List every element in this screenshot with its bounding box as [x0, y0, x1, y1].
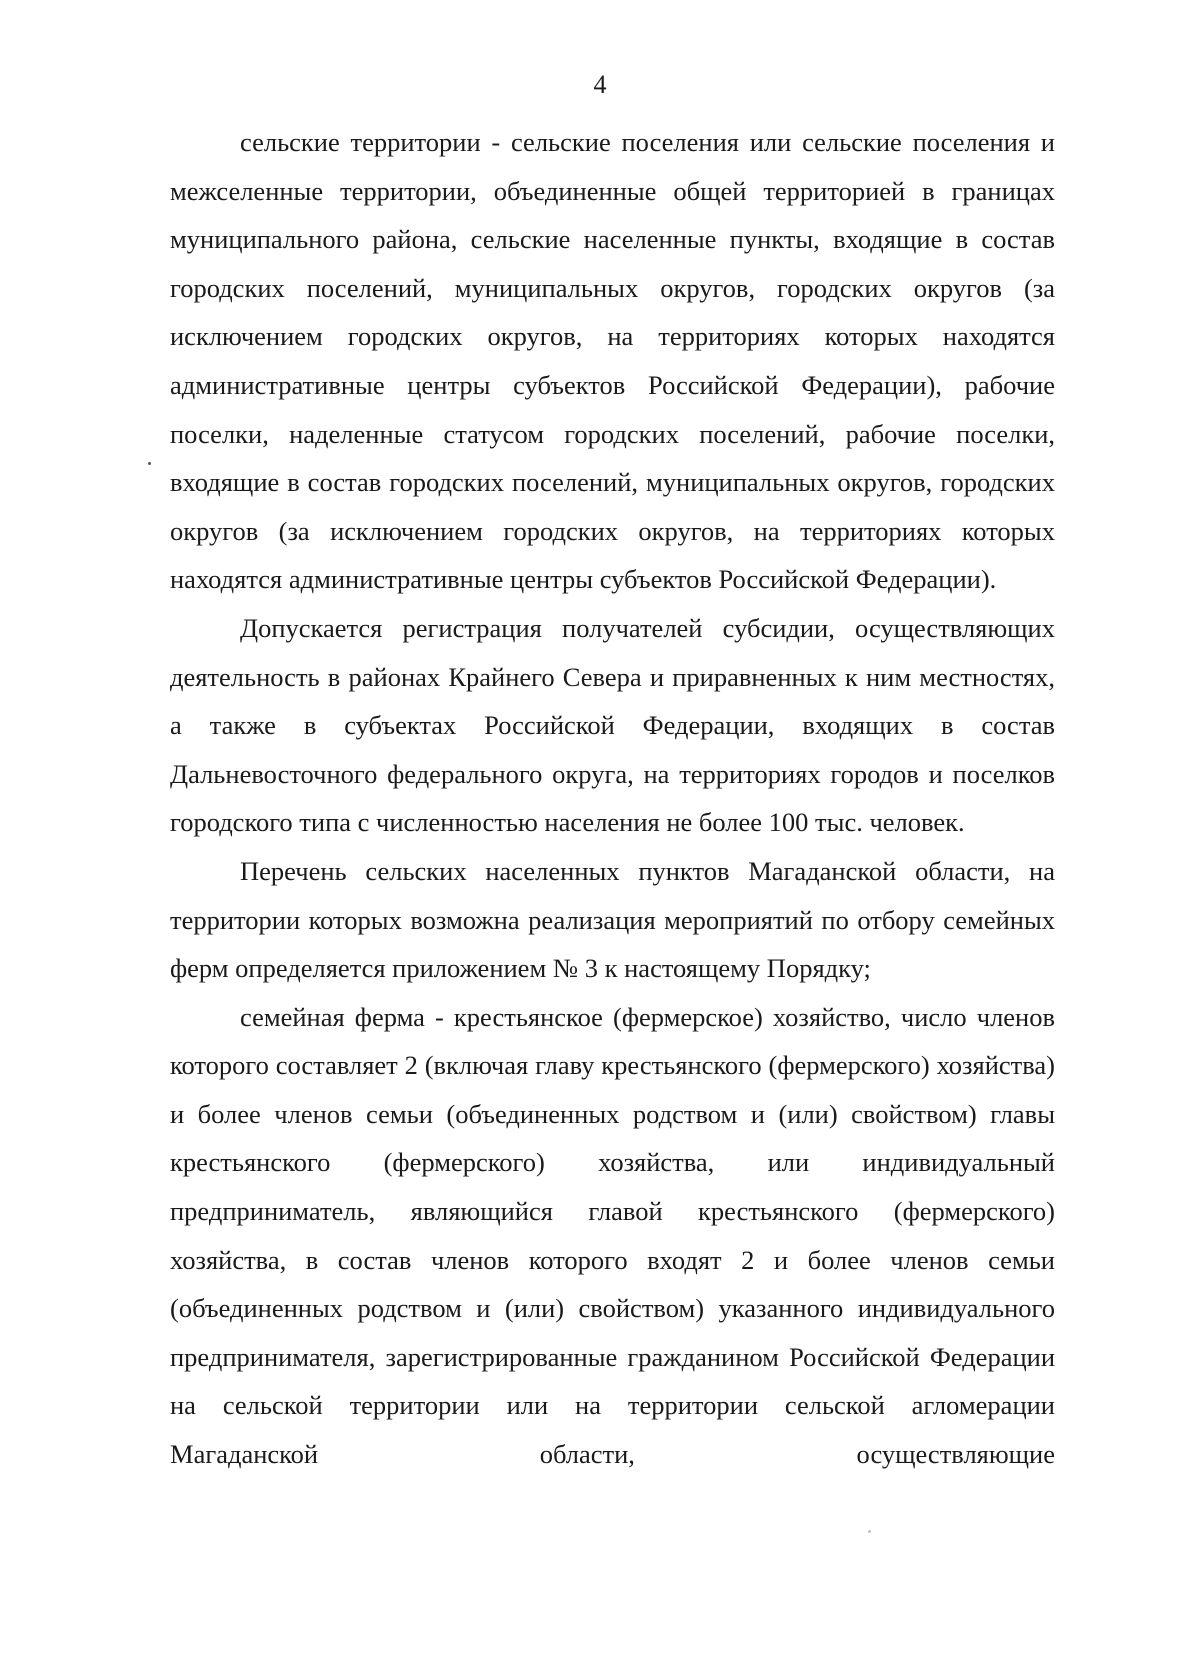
paragraph-settlements-list: Перечень сельских населенных пунктов Магаданской области, на территории которых возможна реализация мероприятий по отбору семейных ферм определяется приложением № 3 к настоящему Порядку;: [170, 855, 1055, 984]
paragraph-rural-territories-definition: сельские территории - сельские поселения или сельские поселения и межселенные территории, объединенные общей территорией в границах муниципального района, сельские населенные пункты, входящие в состав городских поселений, муниципальных округов, городских округов (за исключением городских округов, на территориях которых находятся административные центры субъектов Российской Федерации), рабочие поселки, наделенные статусом городских поселений, рабочие поселки, входящие в состав городских поселений, муниципальных округов, городских округов (за исключением городских округов, на территориях которых находятся административные центры субъектов Российской Федерации).: [170, 127, 1055, 595]
paragraph-family-farm-definition: семейная ферма - крестьянское (фермерское) хозяйство, число членов которого составляет 2 (включая главу крестьянского (фермерского) хозяйства) и более членов семьи (объединенных родством и (или) свойством) главы крестьянского (фермерского) хозяйства, или индивидуальный предприниматель, являющийся главой крестьянского (фермерского) хозяйства, в состав членов которого входят 2 и более членов семьи (объединенных родством и (или) свойством) указанного индивидуального предпринимателя, зарегистрированные гражданином Российской Федерации на сельской территории или на территории сельской агломерации Магаданской области, осуществляющие: [170, 1001, 1055, 1470]
document-body: [170, 118, 1055, 1479]
scan-speck: [868, 1530, 871, 1533]
paragraph-registration-allowed: Допускается регистрация получателей субсидии, осуществляющих деятельность в районах Крайнего Севера и приравненных к ним местностях, а также в субъектах Российской Федерации, входящих в состав Дальневосточного федерального округа, на территориях городов и поселков городского типа с численностью населения не более 100 тыс. человек.: [170, 612, 1055, 838]
page-number: 4: [593, 70, 607, 99]
scan-speck: [148, 462, 151, 465]
